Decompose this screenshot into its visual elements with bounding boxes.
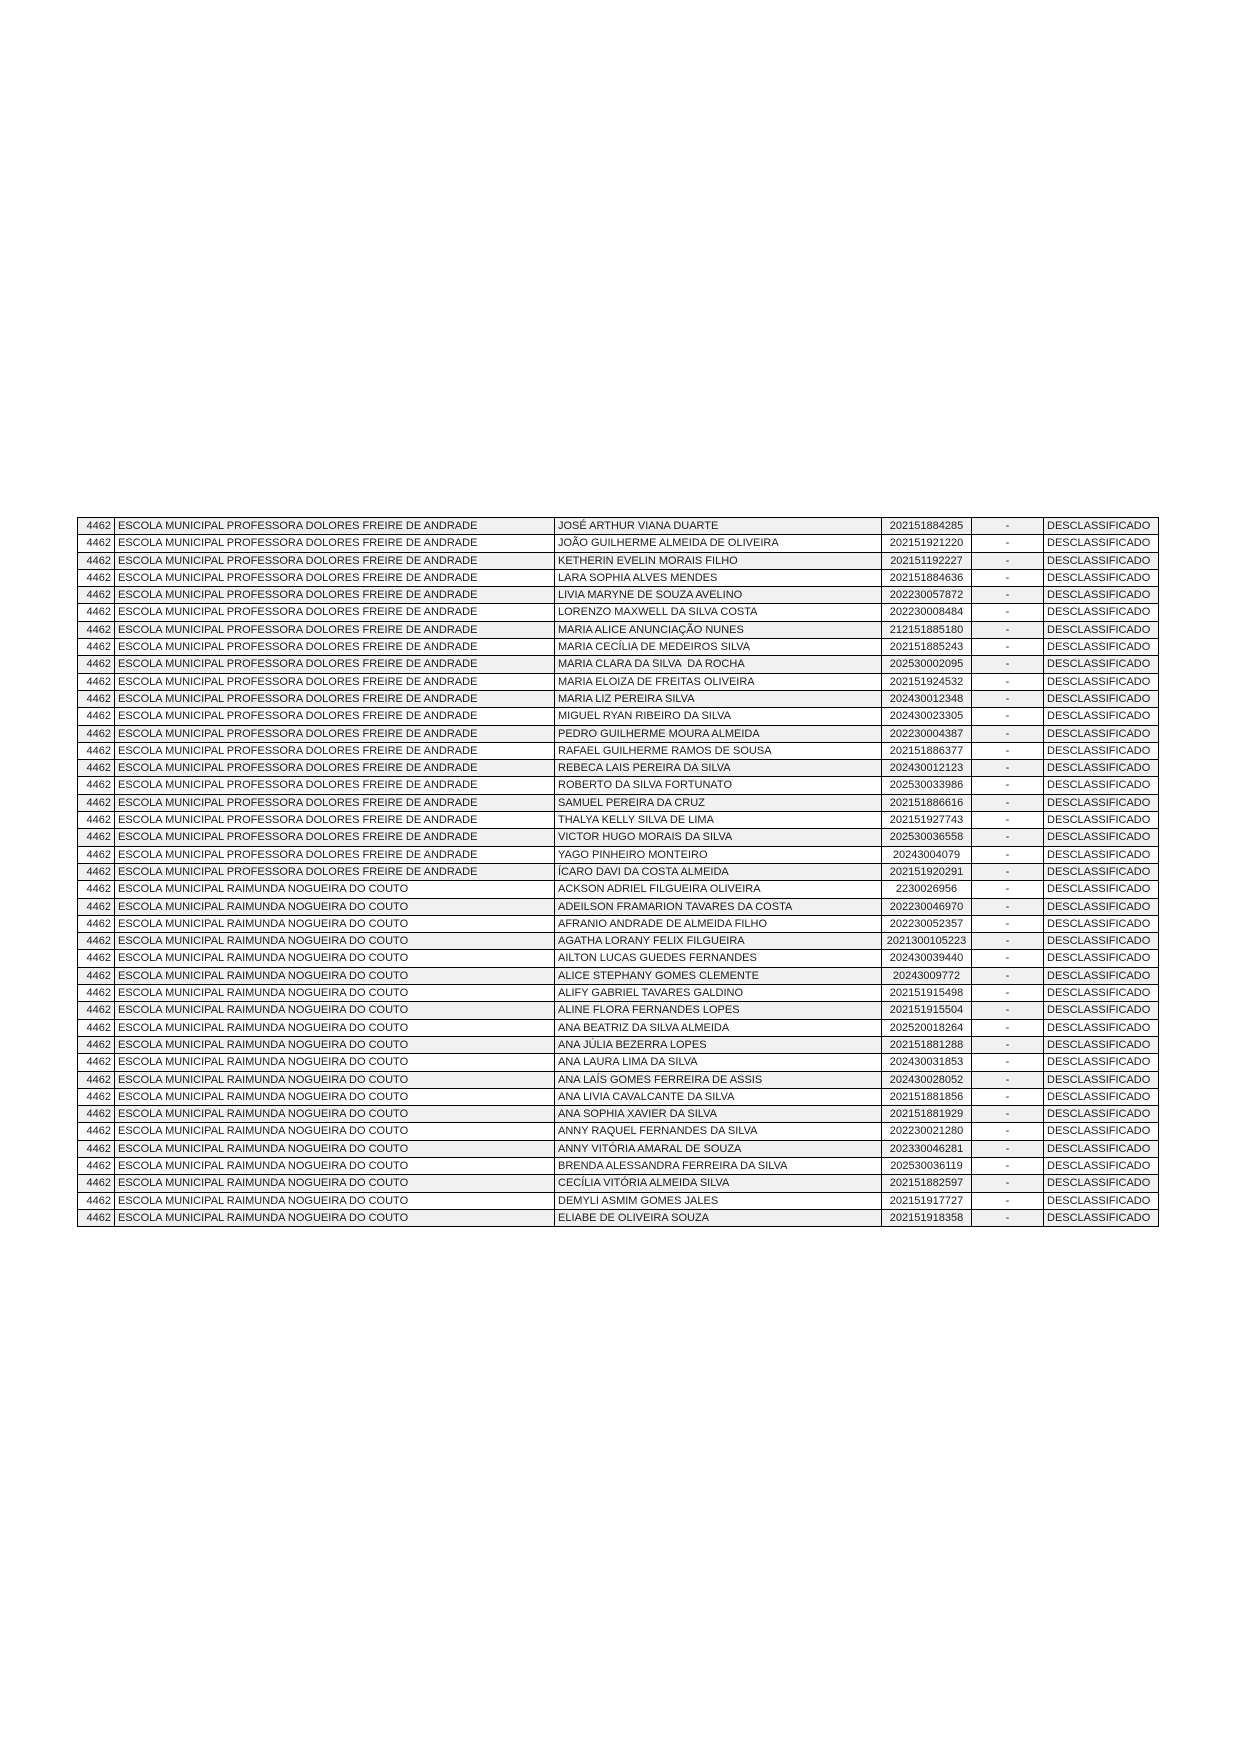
school-cell: ESCOLA MUNICIPAL PROFESSORA DOLORES FREIRE DE ANDRADE [115, 777, 555, 794]
status-cell: DESCLASSIFICADO [1044, 552, 1159, 569]
student-name-cell: ALICE STEPHANY GOMES CLEMENTE [555, 967, 882, 984]
status-cell: DESCLASSIFICADO [1044, 708, 1159, 725]
score-cell: - [972, 742, 1044, 759]
school-cell: ESCOLA MUNICIPAL RAIMUNDA NOGUEIRA DO COUTO [115, 1002, 555, 1019]
status-cell: DESCLASSIFICADO [1044, 1209, 1159, 1226]
enrollment-cell: 202151886377 [882, 742, 972, 759]
status-cell: DESCLASSIFICADO [1044, 673, 1159, 690]
school-cell: ESCOLA MUNICIPAL RAIMUNDA NOGUEIRA DO COUTO [115, 985, 555, 1002]
enrollment-cell: 202430031853 [882, 1054, 972, 1071]
code-cell: 4462 [78, 985, 115, 1002]
code-cell: 4462 [78, 915, 115, 932]
student-name-cell: ANA LIVIA CAVALCANTE DA SILVA [555, 1088, 882, 1105]
code-cell: 4462 [78, 777, 115, 794]
code-cell: 4462 [78, 1071, 115, 1088]
score-cell: - [972, 863, 1044, 880]
code-cell: 4462 [78, 933, 115, 950]
status-cell: DESCLASSIFICADO [1044, 1071, 1159, 1088]
score-cell: - [972, 552, 1044, 569]
enrollment-cell: 202151917727 [882, 1192, 972, 1209]
school-cell: ESCOLA MUNICIPAL PROFESSORA DOLORES FREIRE DE ANDRADE [115, 604, 555, 621]
score-cell: - [972, 708, 1044, 725]
table-row [78, 1175, 1159, 1192]
school-cell: ESCOLA MUNICIPAL PROFESSORA DOLORES FREIRE DE ANDRADE [115, 569, 555, 586]
student-name-cell: MARIA ALICE ANUNCIAÇÃO NUNES [555, 621, 882, 638]
code-cell: 4462 [78, 639, 115, 656]
student-name-cell: SAMUEL PEREIRA DA CRUZ [555, 794, 882, 811]
school-cell: ESCOLA MUNICIPAL PROFESSORA DOLORES FREIRE DE ANDRADE [115, 535, 555, 552]
enrollment-cell: 202430039440 [882, 950, 972, 967]
status-cell: DESCLASSIFICADO [1044, 863, 1159, 880]
enrollment-cell: 202430028052 [882, 1071, 972, 1088]
score-cell: - [972, 812, 1044, 829]
student-name-cell: ACKSON ADRIEL FILGUEIRA OLIVEIRA [555, 881, 882, 898]
code-cell: 4462 [78, 1002, 115, 1019]
school-cell: ESCOLA MUNICIPAL RAIMUNDA NOGUEIRA DO COUTO [115, 915, 555, 932]
table-row [78, 604, 1159, 621]
table-row [78, 518, 1159, 535]
school-cell: ESCOLA MUNICIPAL RAIMUNDA NOGUEIRA DO COUTO [115, 950, 555, 967]
code-cell: 4462 [78, 1054, 115, 1071]
status-cell: DESCLASSIFICADO [1044, 950, 1159, 967]
table-row [78, 552, 1159, 569]
code-cell: 4462 [78, 673, 115, 690]
code-cell: 4462 [78, 812, 115, 829]
enrollment-cell: 202230046970 [882, 898, 972, 915]
student-name-cell: LORENZO MAXWELL DA SILVA COSTA [555, 604, 882, 621]
table-row [78, 1002, 1159, 1019]
student-name-cell: ANA JÚLIA BEZERRA LOPES [555, 1036, 882, 1053]
enrollment-cell: 20243009772 [882, 967, 972, 984]
enrollment-cell: 2230026956 [882, 881, 972, 898]
score-cell: - [972, 1175, 1044, 1192]
school-cell: ESCOLA MUNICIPAL RAIMUNDA NOGUEIRA DO COUTO [115, 1088, 555, 1105]
student-name-cell: LIVIA MARYNE DE SOUZA AVELINO [555, 587, 882, 604]
status-cell: DESCLASSIFICADO [1044, 760, 1159, 777]
enrollment-cell: 2021300105223 [882, 933, 972, 950]
code-cell: 4462 [78, 1209, 115, 1226]
code-cell: 4462 [78, 535, 115, 552]
status-cell: DESCLASSIFICADO [1044, 985, 1159, 1002]
school-cell: ESCOLA MUNICIPAL PROFESSORA DOLORES FREIRE DE ANDRADE [115, 673, 555, 690]
score-cell: - [972, 1123, 1044, 1140]
table-row [78, 1106, 1159, 1123]
student-name-cell: BRENDA ALESSANDRA FERREIRA DA SILVA [555, 1157, 882, 1174]
status-cell: DESCLASSIFICADO [1044, 846, 1159, 863]
student-name-cell: KETHERIN EVELIN MORAIS FILHO [555, 552, 882, 569]
enrollment-cell: 202151881929 [882, 1106, 972, 1123]
table-row [78, 950, 1159, 967]
table-row [78, 690, 1159, 707]
table-row [78, 881, 1159, 898]
code-cell: 4462 [78, 898, 115, 915]
student-name-cell: RAFAEL GUILHERME RAMOS DE SOUSA [555, 742, 882, 759]
school-cell: ESCOLA MUNICIPAL PROFESSORA DOLORES FREIRE DE ANDRADE [115, 812, 555, 829]
student-name-cell: LARA SOPHIA ALVES MENDES [555, 569, 882, 586]
enrollment-cell: 202151915504 [882, 1002, 972, 1019]
results-table [77, 517, 1159, 1227]
score-cell: - [972, 535, 1044, 552]
table-row [78, 933, 1159, 950]
school-cell: ESCOLA MUNICIPAL RAIMUNDA NOGUEIRA DO COUTO [115, 1140, 555, 1157]
code-cell: 4462 [78, 518, 115, 535]
status-cell: DESCLASSIFICADO [1044, 933, 1159, 950]
school-cell: ESCOLA MUNICIPAL RAIMUNDA NOGUEIRA DO COUTO [115, 1123, 555, 1140]
score-cell: - [972, 673, 1044, 690]
student-name-cell: CECÍLIA VITÓRIA ALMEIDA SILVA [555, 1175, 882, 1192]
school-cell: ESCOLA MUNICIPAL PROFESSORA DOLORES FREIRE DE ANDRADE [115, 829, 555, 846]
enrollment-cell: 202230052357 [882, 915, 972, 932]
status-cell: DESCLASSIFICADO [1044, 915, 1159, 932]
score-cell: - [972, 794, 1044, 811]
score-cell: - [972, 1192, 1044, 1209]
status-cell: DESCLASSIFICADO [1044, 1036, 1159, 1053]
enrollment-cell: 202151881288 [882, 1036, 972, 1053]
school-cell: ESCOLA MUNICIPAL PROFESSORA DOLORES FREIRE DE ANDRADE [115, 639, 555, 656]
enrollment-cell: 202151920291 [882, 863, 972, 880]
code-cell: 4462 [78, 863, 115, 880]
enrollment-cell: 202530036119 [882, 1157, 972, 1174]
school-cell: ESCOLA MUNICIPAL RAIMUNDA NOGUEIRA DO COUTO [115, 1106, 555, 1123]
student-name-cell: MIGUEL RYAN RIBEIRO DA SILVA [555, 708, 882, 725]
code-cell: 4462 [78, 569, 115, 586]
student-name-cell: ROBERTO DA SILVA FORTUNATO [555, 777, 882, 794]
status-cell: DESCLASSIFICADO [1044, 1019, 1159, 1036]
code-cell: 4462 [78, 760, 115, 777]
table-row [78, 1192, 1159, 1209]
status-cell: DESCLASSIFICADO [1044, 535, 1159, 552]
table-row [78, 673, 1159, 690]
status-cell: DESCLASSIFICADO [1044, 569, 1159, 586]
student-name-cell: AFRANIO ANDRADE DE ALMEIDA FILHO [555, 915, 882, 932]
status-cell: DESCLASSIFICADO [1044, 1106, 1159, 1123]
student-name-cell: ALINE FLORA FERNANDES LOPES [555, 1002, 882, 1019]
enrollment-cell: 202530036558 [882, 829, 972, 846]
code-cell: 4462 [78, 742, 115, 759]
school-cell: ESCOLA MUNICIPAL PROFESSORA DOLORES FREIRE DE ANDRADE [115, 708, 555, 725]
school-cell: ESCOLA MUNICIPAL PROFESSORA DOLORES FREIRE DE ANDRADE [115, 690, 555, 707]
table-row [78, 898, 1159, 915]
score-cell: - [972, 985, 1044, 1002]
table-row [78, 1088, 1159, 1105]
enrollment-cell: 202520018264 [882, 1019, 972, 1036]
enrollment-cell: 202230021280 [882, 1123, 972, 1140]
student-name-cell: ANA LAURA LIMA DA SILVA [555, 1054, 882, 1071]
table-row [78, 587, 1159, 604]
school-cell: ESCOLA MUNICIPAL PROFESSORA DOLORES FREIRE DE ANDRADE [115, 518, 555, 535]
code-cell: 4462 [78, 1175, 115, 1192]
enrollment-cell: 20243004079 [882, 846, 972, 863]
status-cell: DESCLASSIFICADO [1044, 621, 1159, 638]
score-cell: - [972, 639, 1044, 656]
code-cell: 4462 [78, 604, 115, 621]
score-cell: - [972, 933, 1044, 950]
table-row [78, 812, 1159, 829]
student-name-cell: AGATHA LORANY FELIX FILGUEIRA [555, 933, 882, 950]
enrollment-cell: 202230057872 [882, 587, 972, 604]
student-name-cell: JOSÉ ARTHUR VIANA DUARTE [555, 518, 882, 535]
enrollment-cell: 202151927743 [882, 812, 972, 829]
status-cell: DESCLASSIFICADO [1044, 881, 1159, 898]
school-cell: ESCOLA MUNICIPAL PROFESSORA DOLORES FREIRE DE ANDRADE [115, 742, 555, 759]
score-cell: - [972, 587, 1044, 604]
score-cell: - [972, 881, 1044, 898]
status-cell: DESCLASSIFICADO [1044, 1175, 1159, 1192]
code-cell: 4462 [78, 708, 115, 725]
student-name-cell: DEMYLI ASMIM GOMES JALES [555, 1192, 882, 1209]
score-cell: - [972, 1088, 1044, 1105]
score-cell: - [972, 829, 1044, 846]
status-cell: DESCLASSIFICADO [1044, 742, 1159, 759]
table-row [78, 1054, 1159, 1071]
code-cell: 4462 [78, 1106, 115, 1123]
table-row [78, 656, 1159, 673]
enrollment-cell: 202151886616 [882, 794, 972, 811]
enrollment-cell: 202430023305 [882, 708, 972, 725]
table-row [78, 777, 1159, 794]
school-cell: ESCOLA MUNICIPAL RAIMUNDA NOGUEIRA DO COUTO [115, 1054, 555, 1071]
table-row [78, 760, 1159, 777]
school-cell: ESCOLA MUNICIPAL RAIMUNDA NOGUEIRA DO COUTO [115, 1192, 555, 1209]
table-row [78, 1123, 1159, 1140]
student-name-cell: MARIA LIZ PEREIRA SILVA [555, 690, 882, 707]
code-cell: 4462 [78, 1019, 115, 1036]
code-cell: 4462 [78, 950, 115, 967]
student-name-cell: ANA BEATRIZ DA SILVA ALMEIDA [555, 1019, 882, 1036]
enrollment-cell: 202430012348 [882, 690, 972, 707]
enrollment-cell: 202151885243 [882, 639, 972, 656]
school-cell: ESCOLA MUNICIPAL PROFESSORA DOLORES FREIRE DE ANDRADE [115, 794, 555, 811]
status-cell: DESCLASSIFICADO [1044, 1054, 1159, 1071]
enrollment-cell: 202151924532 [882, 673, 972, 690]
student-name-cell: ANA SOPHIA XAVIER DA SILVA [555, 1106, 882, 1123]
score-cell: - [972, 1019, 1044, 1036]
school-cell: ESCOLA MUNICIPAL PROFESSORA DOLORES FREIRE DE ANDRADE [115, 760, 555, 777]
table-row [78, 639, 1159, 656]
score-cell: - [972, 656, 1044, 673]
code-cell: 4462 [78, 1157, 115, 1174]
student-name-cell: ANNY VITÓRIA AMARAL DE SOUZA [555, 1140, 882, 1157]
school-cell: ESCOLA MUNICIPAL RAIMUNDA NOGUEIRA DO COUTO [115, 1157, 555, 1174]
table-row [78, 967, 1159, 984]
student-name-cell: ELIABE DE OLIVEIRA SOUZA [555, 1209, 882, 1226]
school-cell: ESCOLA MUNICIPAL PROFESSORA DOLORES FREIRE DE ANDRADE [115, 863, 555, 880]
table-row [78, 1157, 1159, 1174]
enrollment-cell: 202330046281 [882, 1140, 972, 1157]
student-name-cell: MARIA ELOIZA DE FREITAS OLIVEIRA [555, 673, 882, 690]
score-cell: - [972, 1140, 1044, 1157]
table-row [78, 1036, 1159, 1053]
status-cell: DESCLASSIFICADO [1044, 967, 1159, 984]
code-cell: 4462 [78, 725, 115, 742]
school-cell: ESCOLA MUNICIPAL RAIMUNDA NOGUEIRA DO COUTO [115, 933, 555, 950]
table-row [78, 569, 1159, 586]
table-row [78, 863, 1159, 880]
enrollment-cell: 202230008484 [882, 604, 972, 621]
enrollment-cell: 202151881856 [882, 1088, 972, 1105]
status-cell: DESCLASSIFICADO [1044, 1140, 1159, 1157]
table-row [78, 708, 1159, 725]
school-cell: ESCOLA MUNICIPAL RAIMUNDA NOGUEIRA DO COUTO [115, 881, 555, 898]
enrollment-cell: 202151884285 [882, 518, 972, 535]
code-cell: 4462 [78, 881, 115, 898]
status-cell: DESCLASSIFICADO [1044, 777, 1159, 794]
enrollment-cell: 202151915498 [882, 985, 972, 1002]
status-cell: DESCLASSIFICADO [1044, 1123, 1159, 1140]
table-row [78, 794, 1159, 811]
student-name-cell: PEDRO GUILHERME MOURA ALMEIDA [555, 725, 882, 742]
table-row [78, 1209, 1159, 1226]
code-cell: 4462 [78, 967, 115, 984]
student-name-cell: MARIA CLARA DA SILVA DA ROCHA [555, 656, 882, 673]
school-cell: ESCOLA MUNICIPAL PROFESSORA DOLORES FREIRE DE ANDRADE [115, 621, 555, 638]
score-cell: - [972, 518, 1044, 535]
score-cell: - [972, 846, 1044, 863]
code-cell: 4462 [78, 794, 115, 811]
table-row [78, 742, 1159, 759]
code-cell: 4462 [78, 552, 115, 569]
school-cell: ESCOLA MUNICIPAL RAIMUNDA NOGUEIRA DO COUTO [115, 1071, 555, 1088]
score-cell: - [972, 690, 1044, 707]
code-cell: 4462 [78, 1140, 115, 1157]
status-cell: DESCLASSIFICADO [1044, 794, 1159, 811]
student-name-cell: REBECA LAIS PEREIRA DA SILVA [555, 760, 882, 777]
enrollment-cell: 202151921220 [882, 535, 972, 552]
school-cell: ESCOLA MUNICIPAL PROFESSORA DOLORES FREIRE DE ANDRADE [115, 725, 555, 742]
status-cell: DESCLASSIFICADO [1044, 1088, 1159, 1105]
status-cell: DESCLASSIFICADO [1044, 518, 1159, 535]
code-cell: 4462 [78, 1088, 115, 1105]
status-cell: DESCLASSIFICADO [1044, 898, 1159, 915]
table-row [78, 985, 1159, 1002]
code-cell: 4462 [78, 587, 115, 604]
school-cell: ESCOLA MUNICIPAL RAIMUNDA NOGUEIRA DO COUTO [115, 1209, 555, 1226]
student-name-cell: ALIFY GABRIEL TAVARES GALDINO [555, 985, 882, 1002]
table-row [78, 1071, 1159, 1088]
score-cell: - [972, 1071, 1044, 1088]
status-cell: DESCLASSIFICADO [1044, 656, 1159, 673]
table-row [78, 1140, 1159, 1157]
score-cell: - [972, 1054, 1044, 1071]
code-cell: 4462 [78, 656, 115, 673]
school-cell: ESCOLA MUNICIPAL PROFESSORA DOLORES FREIRE DE ANDRADE [115, 587, 555, 604]
student-name-cell: ANA LAÍS GOMES FERREIRA DE ASSIS [555, 1071, 882, 1088]
student-name-cell: VICTOR HUGO MORAIS DA SILVA [555, 829, 882, 846]
score-cell: - [972, 915, 1044, 932]
student-name-cell: YAGO PINHEIRO MONTEIRO [555, 846, 882, 863]
status-cell: DESCLASSIFICADO [1044, 1002, 1159, 1019]
results-table-body [78, 518, 1159, 1227]
student-name-cell: ÍCARO DAVI DA COSTA ALMEIDA [555, 863, 882, 880]
score-cell: - [972, 604, 1044, 621]
status-cell: DESCLASSIFICADO [1044, 1192, 1159, 1209]
school-cell: ESCOLA MUNICIPAL RAIMUNDA NOGUEIRA DO COUTO [115, 1019, 555, 1036]
table-row [78, 829, 1159, 846]
status-cell: DESCLASSIFICADO [1044, 639, 1159, 656]
status-cell: DESCLASSIFICADO [1044, 587, 1159, 604]
code-cell: 4462 [78, 690, 115, 707]
score-cell: - [972, 898, 1044, 915]
code-cell: 4462 [78, 1036, 115, 1053]
enrollment-cell: 212151885180 [882, 621, 972, 638]
score-cell: - [972, 1157, 1044, 1174]
table-row [78, 535, 1159, 552]
school-cell: ESCOLA MUNICIPAL PROFESSORA DOLORES FREIRE DE ANDRADE [115, 846, 555, 863]
school-cell: ESCOLA MUNICIPAL RAIMUNDA NOGUEIRA DO COUTO [115, 898, 555, 915]
score-cell: - [972, 1106, 1044, 1123]
table-row [78, 1019, 1159, 1036]
status-cell: DESCLASSIFICADO [1044, 725, 1159, 742]
table-row [78, 621, 1159, 638]
enrollment-cell: 202530002095 [882, 656, 972, 673]
enrollment-cell: 202151192227 [882, 552, 972, 569]
school-cell: ESCOLA MUNICIPAL RAIMUNDA NOGUEIRA DO COUTO [115, 1175, 555, 1192]
student-name-cell: AILTON LUCAS GUEDES FERNANDES [555, 950, 882, 967]
student-name-cell: THALYA KELLY SILVA DE LIMA [555, 812, 882, 829]
score-cell: - [972, 777, 1044, 794]
table-row [78, 915, 1159, 932]
score-cell: - [972, 569, 1044, 586]
school-cell: ESCOLA MUNICIPAL RAIMUNDA NOGUEIRA DO COUTO [115, 967, 555, 984]
enrollment-cell: 202151882597 [882, 1175, 972, 1192]
code-cell: 4462 [78, 846, 115, 863]
code-cell: 4462 [78, 1123, 115, 1140]
status-cell: DESCLASSIFICADO [1044, 829, 1159, 846]
status-cell: DESCLASSIFICADO [1044, 812, 1159, 829]
status-cell: DESCLASSIFICADO [1044, 604, 1159, 621]
enrollment-cell: 202430012123 [882, 760, 972, 777]
enrollment-cell: 202530033986 [882, 777, 972, 794]
table-row [78, 725, 1159, 742]
school-cell: ESCOLA MUNICIPAL RAIMUNDA NOGUEIRA DO COUTO [115, 1036, 555, 1053]
enrollment-cell: 202151884636 [882, 569, 972, 586]
student-name-cell: JOÃO GUILHERME ALMEIDA DE OLIVEIRA [555, 535, 882, 552]
school-cell: ESCOLA MUNICIPAL PROFESSORA DOLORES FREIRE DE ANDRADE [115, 656, 555, 673]
school-cell: ESCOLA MUNICIPAL PROFESSORA DOLORES FREIRE DE ANDRADE [115, 552, 555, 569]
code-cell: 4462 [78, 621, 115, 638]
enrollment-cell: 202230004387 [882, 725, 972, 742]
table-row [78, 846, 1159, 863]
score-cell: - [972, 950, 1044, 967]
score-cell: - [972, 760, 1044, 777]
enrollment-cell: 202151918358 [882, 1209, 972, 1226]
score-cell: - [972, 1036, 1044, 1053]
code-cell: 4462 [78, 829, 115, 846]
student-name-cell: MARIA CECÍLIA DE MEDEIROS SILVA [555, 639, 882, 656]
score-cell: - [972, 1002, 1044, 1019]
score-cell: - [972, 725, 1044, 742]
status-cell: DESCLASSIFICADO [1044, 690, 1159, 707]
score-cell: - [972, 621, 1044, 638]
code-cell: 4462 [78, 1192, 115, 1209]
score-cell: - [972, 1209, 1044, 1226]
student-name-cell: ANNY RAQUEL FERNANDES DA SILVA [555, 1123, 882, 1140]
score-cell: - [972, 967, 1044, 984]
status-cell: DESCLASSIFICADO [1044, 1157, 1159, 1174]
student-name-cell: ADEILSON FRAMARION TAVARES DA COSTA [555, 898, 882, 915]
